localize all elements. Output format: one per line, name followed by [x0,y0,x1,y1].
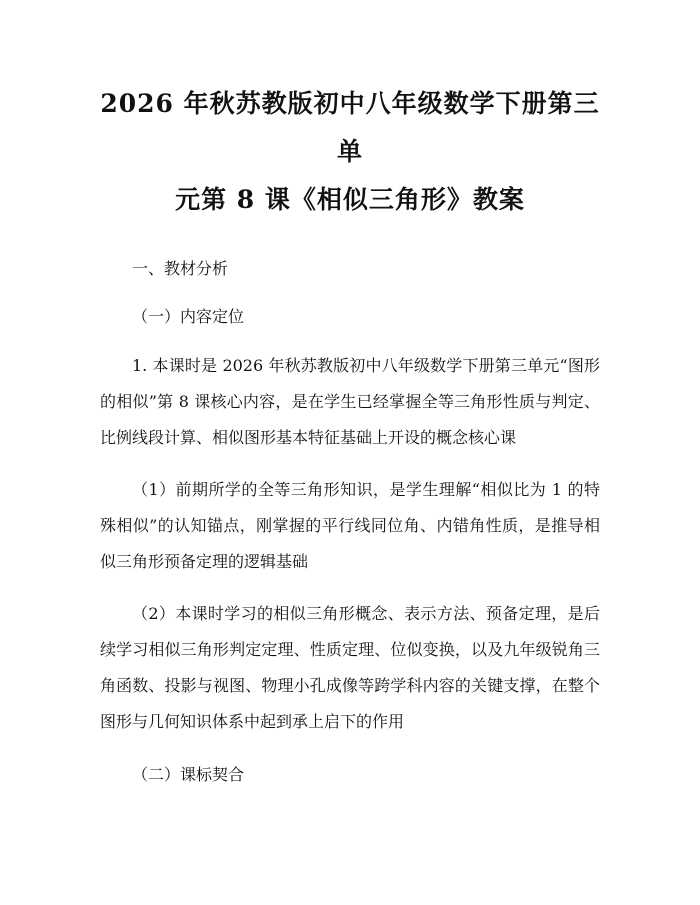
title-line-1: 2026 年秋苏教版初中八年级数学下册第三单 [100,89,600,166]
title-line-2: 元第 8 课《相似三角形》教案 [175,185,525,214]
document-title [100,80,600,224]
paragraph-lesson-overview: 1. 本课时是 2026 年秋苏教版初中八年级数学下册第三单元“图形的相似”第 8 课核心内容，是在学生已经掌握全等三角形性质与判定、比例线段计算、相似图形基本特征基础上开设的概念核心课 [100,356,600,447]
section-heading-teaching-material-analysis: 一、教材分析 [132,259,229,278]
subsection-heading-content-positioning: （一）内容定位 [132,307,245,326]
subsection-heading-curriculum-alignment: （二）课标契合 [132,765,245,784]
paragraph-lesson-role: （2）本课时学习的相似三角形概念、表示方法、预备定理，是后续学习相似三角形判定定理、性质定理、位似变换，以及九年级锐角三角函数、投影与视图、物理小孔成像等跨学科内容的关键支撑，在整个图形与几何知识体系中起到承上启下的作用 [100,604,600,731]
paragraph-prior-knowledge: （1）前期所学的全等三角形知识，是学生理解“相似比为 1 的特殊相似”的认知锚点，刚掌握的平行线同位角、内错角性质，是推导相似三角形预备定理的逻辑基础 [100,480,600,571]
